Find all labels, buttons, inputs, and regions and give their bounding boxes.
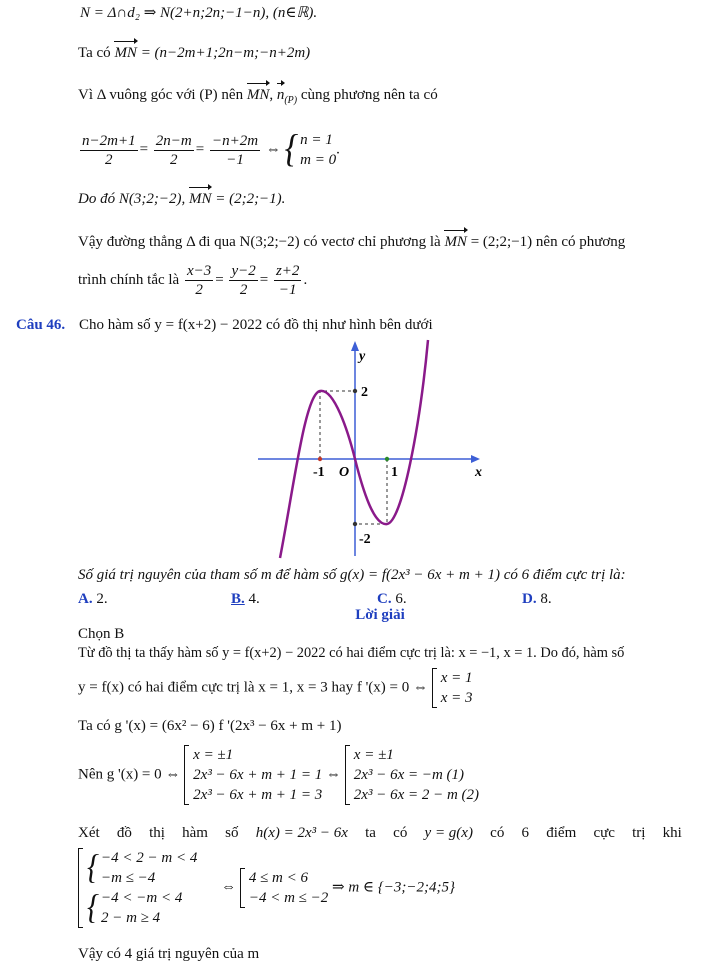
option-letter: B.: [231, 591, 245, 607]
row: 2x³ − 6x = 2 − m (2): [353, 787, 480, 803]
x-axis-arrow-icon: [471, 455, 480, 463]
text: ⇔: [326, 766, 342, 783]
solution-line-2: [78, 668, 473, 708]
option-value: 4.: [248, 591, 260, 607]
fraction: [229, 262, 257, 299]
word: h(x) = 2x³ − 6x: [255, 825, 348, 841]
option-b[interactable]: [231, 590, 260, 608]
line-ratio-equation: $\frac{n-2m+1}{2}$ = $\frac{2n-m}{2}$ = $\frac{-n+2m}{-1}$ ⇔ { n = 1 m = 0 .: [82, 128, 340, 171]
numerator: 2n−m: [155, 132, 192, 149]
denominator: 2: [195, 282, 203, 298]
option-letter: A.: [78, 591, 93, 607]
text: = (2;2;−1).: [215, 191, 286, 207]
word: 6: [521, 825, 530, 841]
guide-min: [355, 459, 387, 524]
system-bracket: [432, 668, 473, 708]
option-letter: D.: [522, 591, 537, 607]
vector-n: n: [276, 87, 285, 103]
fraction: [210, 132, 260, 169]
word: điểm: [546, 825, 577, 841]
solution-conclusion: Vậy có 4 giá trị nguyên của m: [78, 946, 260, 962]
question-text: Cho hàm số y = f(x+2) − 2022 có đồ thị như hình bên dưới: [78, 317, 433, 333]
row: m = 0: [300, 152, 337, 168]
tick-label-neg1: -1: [313, 465, 325, 480]
line-n-point: N = Δ∩d₂ ⇒ N(2+n;2n;−1−n), (n∈ℝ).: [80, 5, 318, 21]
row: −4 < 2 − m < 4: [101, 850, 198, 866]
text: Do đó N(3;2;−2),: [78, 191, 186, 207]
row: 2x³ − 6x + m + 1 = 3: [193, 787, 323, 803]
solution-title: Lời giải: [355, 607, 405, 623]
brace: {: [284, 128, 299, 171]
denominator: −1: [226, 151, 244, 168]
y-axis-label: y: [359, 349, 366, 364]
line-mn-vector: [78, 44, 310, 62]
text: Ta có: [78, 45, 111, 61]
vector-mn: MN: [188, 191, 212, 207]
row: x = ±1: [353, 747, 394, 763]
system-brace: { −4 < 2 − m < 4 −m ≤ −4: [87, 848, 198, 887]
solution-line-6: [78, 848, 455, 928]
solution-line-4: [78, 745, 479, 805]
word: đồ: [116, 825, 132, 841]
tick-label-neg2: -2: [359, 532, 371, 547]
vector-mn: MN: [114, 45, 137, 61]
row: x = 3: [440, 690, 473, 706]
text: ⇔: [221, 879, 237, 896]
vector-mn: MN: [246, 87, 270, 103]
row: 2 − m ≥ 4: [101, 910, 161, 926]
subscript: (P): [284, 95, 298, 106]
system-bracket: [345, 745, 479, 805]
question-label: Câu 46.: [16, 317, 66, 333]
denominator: 2: [105, 151, 113, 168]
vector-mn: MN: [444, 234, 467, 250]
word: có: [490, 825, 505, 841]
question-prompt: Số giá trị nguyên của tham số m để hàm số g(x) = f(2x³ − 6x + m + 1) có 6 điểm cực trị là:: [78, 567, 626, 583]
numerator: x−3: [186, 263, 212, 279]
text: cùng phương nên ta có: [300, 87, 438, 103]
numerator: z+2: [275, 263, 300, 279]
word: y = g(x): [424, 825, 473, 841]
point: [353, 389, 357, 393]
solution-line-1: Từ đồ thị ta thấy hàm số y = f(x+2) − 2022 có hai điểm cực trị là: x = −1, x = 1. Do đó, hàm số: [78, 645, 625, 661]
denominator: 2: [239, 282, 248, 298]
text: trình chính tắc là: [78, 271, 180, 288]
numerator: −n+2m: [211, 132, 259, 149]
row: −4 < m ≤ −2: [248, 890, 329, 906]
row: −m ≤ −4: [101, 870, 156, 886]
row: n = 1: [300, 132, 333, 148]
solution-line-5: [78, 824, 682, 842]
option-a[interactable]: [78, 590, 108, 608]
denominator: 2: [170, 151, 178, 168]
function-graph: [250, 336, 490, 561]
word: trị: [632, 825, 646, 841]
text: Vậy đường thẳng Δ đi qua N(3;2;−2) có vectơ chỉ phương là: [78, 234, 441, 250]
question-header: [16, 316, 433, 334]
numerator: y−2: [231, 263, 256, 279]
text: Vì Δ vuông góc với (P) nên: [78, 87, 244, 103]
word: thị: [149, 825, 165, 841]
system-brace: { −4 < −m < 4 2 − m ≥ 4: [87, 888, 183, 927]
row: −4 < −m < 4: [101, 890, 183, 906]
tick-label-1: 1: [391, 465, 398, 480]
text: = (n−2m+1;2n−m;−n+2m): [140, 45, 311, 61]
fraction: [80, 132, 138, 169]
text: = (2;2;−1) nên có phương: [470, 234, 626, 250]
text: ,: [269, 87, 274, 103]
row: 2x³ − 6x = −m (1): [353, 767, 465, 783]
row: x = ±1: [193, 747, 234, 763]
text: ⇒ m ∈ {−3;−2;4;5}: [332, 879, 455, 896]
option-d[interactable]: [522, 590, 552, 608]
system-brace: [285, 130, 337, 170]
origin-label: O: [339, 465, 350, 480]
row: 4 ≤ m < 6: [248, 870, 309, 886]
row: x = 1: [440, 670, 473, 686]
word: Xét: [78, 825, 100, 841]
solution-line-3: Ta có g '(x) = (6x² − 6) f '(2x³ − 6x + m + 1): [78, 718, 342, 734]
fraction: [185, 262, 213, 299]
word: số: [225, 825, 239, 841]
point: [385, 457, 389, 461]
point: [353, 522, 357, 526]
line-n-value: [78, 190, 285, 208]
word: ta: [365, 825, 376, 841]
line-canonical-equation: trình chính tắc là $\frac{x-3}{2}$ = $\frac{y-2}{2}$ = $\frac{z+2}{-1}$ .: [78, 263, 308, 298]
solution-choose: Chọn B: [78, 626, 125, 642]
word: có: [393, 825, 408, 841]
option-value: 2.: [96, 591, 108, 607]
system-bracket: [78, 848, 197, 928]
denominator: −1: [278, 282, 297, 298]
word: hàm: [182, 825, 208, 841]
option-letter: C.: [377, 591, 392, 607]
word: khi: [662, 825, 682, 841]
fraction: [274, 262, 301, 299]
point: [318, 457, 322, 461]
word: cực: [593, 825, 615, 841]
line-direction-vector: [78, 233, 625, 251]
system-bracket: [184, 745, 322, 805]
text: y = f(x) có hai điểm cực trị là x = 1, x = 3 hay f '(x) = 0 ⇔: [78, 679, 428, 696]
guide-max: [320, 391, 355, 459]
numerator: n−2m+1: [82, 132, 136, 149]
option-c[interactable]: [377, 590, 407, 608]
fraction: [154, 132, 194, 169]
x-axis-label: x: [475, 465, 482, 480]
line-perpendicular: [78, 86, 438, 110]
tick-label-2: 2: [361, 385, 368, 400]
option-value: 6.: [395, 591, 407, 607]
text: Nên g '(x) = 0 ⇔: [78, 766, 181, 783]
system-bracket: [240, 868, 328, 908]
row: 2x³ − 6x + m + 1 = 1: [193, 767, 323, 783]
option-value: 8.: [540, 591, 552, 607]
y-axis-arrow-icon: [351, 341, 359, 351]
